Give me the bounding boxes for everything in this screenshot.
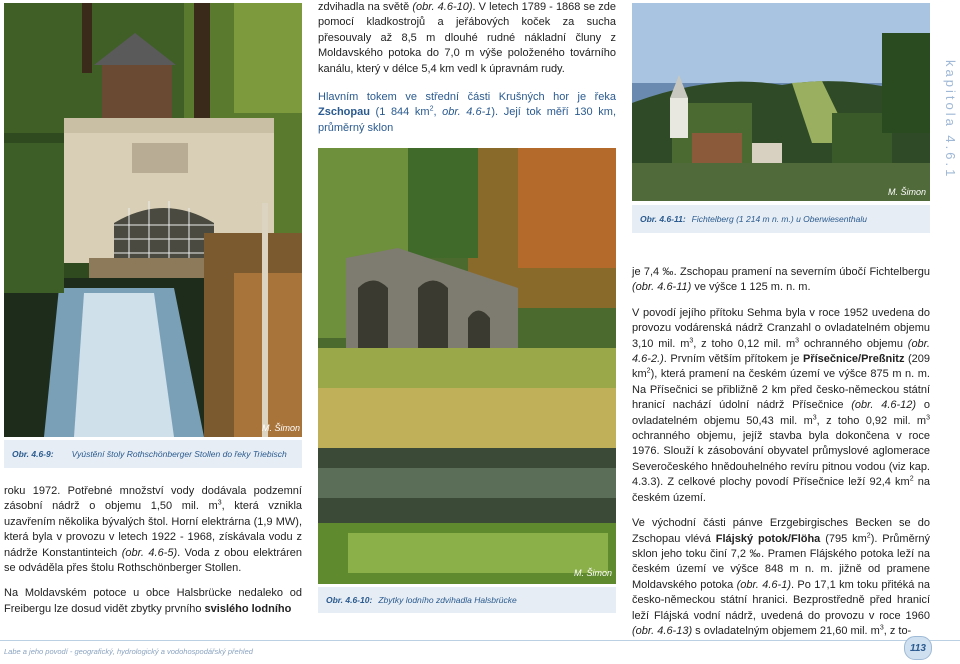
paragraph: roku 1972. Potřebné množství vody dodávala podzemní zásobní nádrž o objemu 1,50 mil. $m^3$, která vznikla uzavřením několika bývalých štol. Horní elektrárna (1,9 MW), která byla v provozu v letech 1922 - 1968, získávala vodu z nádrže Konstantinteich (obr. 4.6-5). Voda z obou elektráren se odváděla přes štolu Rothschönberger Stollen. [4, 485, 303, 575]
photo-credit: M. Šimon [262, 423, 301, 433]
photo-fichtelberg-image [632, 3, 930, 201]
photo-halsbrucke-image [318, 148, 616, 584]
caption-obr-4-6-11 [632, 205, 930, 233]
paragraph: Na Moldavském potoce u obce Halsbrücke nedaleko od Freibergu lze dosud vidět zbytky prvního svislého lodního [4, 587, 302, 615]
photo-halsbrucke-ruins [318, 148, 616, 584]
chapter-label: kapitola 4.6.1 [943, 60, 958, 180]
caption-text: Fichtelberg (1 214 m n. m.) u Oberwiesenthalu [691, 214, 867, 224]
right-column-text [632, 265, 930, 639]
paragraph: je 7,4 ‰. Zschopau pramení na severním úbočí Fichtelbergu (obr. 4.6-11) ve výšce 1 125 m. n. m. [632, 266, 930, 294]
paragraph: zdvihadla na světě (obr. 4.6-10). V letech 1789 - 1868 se zde pomocí kladkostrojů a jeřábových koček za sucha přesouvaly až 8,5 m dlouhé rudné nákladní čluny z Moldavského potoka do 7,0 m výše položeného továrního kanálu, který v délce 5,4 km vedl k úpravnám rudy. [318, 1, 616, 75]
caption-number: Obr. 4.6-9: [12, 449, 54, 459]
footer-title: Labe a jeho povodí - geografický, hydrologický a vodohospodářský přehled [4, 647, 253, 656]
page-number: 113 [904, 636, 932, 660]
photo-credit: M. Šimon [574, 568, 613, 578]
photo-fichtelberg [632, 3, 930, 201]
caption-number: Obr. 4.6-10: [326, 595, 373, 605]
caption-obr-4-6-9 [4, 440, 302, 468]
photo-rothschonberger-stollen [4, 3, 302, 437]
caption-text: Zbytky lodního zdvihadla Halsbrücke [378, 595, 517, 605]
caption-obr-4-6-10 [318, 587, 616, 613]
caption-number: Obr. 4.6-11: [640, 214, 686, 224]
top-middle-text [318, 0, 616, 136]
paragraph: V povodí jejího přítoku Sehma byla v roce 1952 uvedena do provozu vodárenská nádrž Cranzahl o ovladatelném objemu 3,10 mil. $m^3$, z toho 0,12 mil. $m^3$ ochranného objemu (obr. 4.6-2.). Prvním větším přítokem je Přísečnice/Preßnitz (209 $km^2$), která pramení na českém území ve výšce 875 m n. m. Na Přísečnici se přibližně 2 km před česko-německou státní hranicí nachází údolní nádrž Přísečnice (obr. 4.6-12) o ovladatelném objemu 50,43 mil. $m^3$, z toho 0,92 mil. $m^3$ ochranného objemu, jejíž stavba byla dokončena v roce 1976. Slouží k zásobování obyvatel průmyslové aglomerace Severočeského hnědouhelného revíru pitnou vodou (viz kap. 4.3.3). Z celkové plochy povodí Přísečnice leží 92,4 $km^2$ na českém území. [632, 306, 931, 504]
photo-credit: M. Šimon [888, 187, 927, 197]
photo-rothschonberger-image [4, 3, 302, 437]
paragraph: Ve východní části pánve Erzgebirgisches Becken se do Zschopau vlévá Flájský potok/Flöha (795 $km^2$). Průměrný sklon jeho toku činí 7,2 ‰. Pramen Flájského potoka leží na českém území ve výšce 848 m n. m. jižně od pramene Moldavského potoka (obr. 4.6-1). Po 17,1 km toku přitéká na česko-německou státní hranici. Bezprostředně před hranicí leží Flájská vodní nádrž, uvedená do provozu v roce 1960 (obr. 4.6-13) s ovladatelným objemem 21,60 mil. $m^3$, z to- [632, 517, 930, 637]
paragraph: Hlavním tokem ve střední části Krušných hor je řeka Zschopau (1 844 $km^2$, obr. 4.6-1). Její tok měří 130 km, průměrný sklon [318, 91, 616, 134]
footer-divider [0, 640, 960, 641]
left-column-text [4, 484, 302, 617]
caption-text: Vyústění štoly Rothschönberger Stollen do řeky Triebisch [71, 449, 287, 459]
